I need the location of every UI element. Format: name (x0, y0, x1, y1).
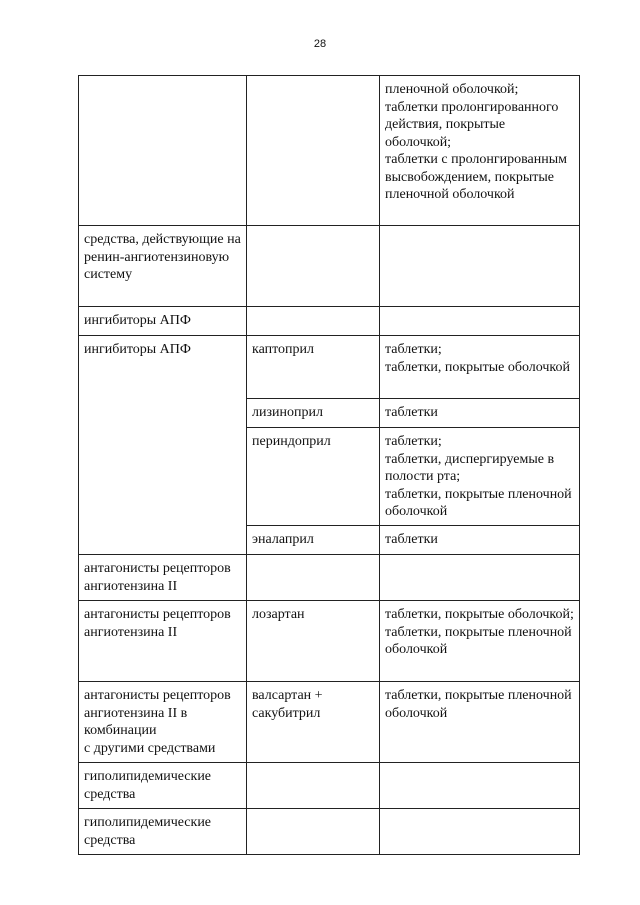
drug-table (78, 75, 580, 855)
group-cell: антагонисты рецепторов ангиотензина II (79, 601, 247, 682)
drug-cell (247, 809, 380, 855)
group-cell: гиполипидемические средства (79, 809, 247, 855)
group-cell: антагонисты рецепторов ангиотензина II в комбинации с другими средствами (79, 682, 247, 763)
dosage-form-cell (380, 307, 580, 336)
table-row (79, 682, 580, 763)
drug-cell: периндоприл (247, 428, 380, 526)
drug-cell: эналаприл (247, 526, 380, 555)
drug-cell (247, 307, 380, 336)
table-row (79, 336, 580, 399)
drug-cell (247, 226, 380, 307)
group-cell: ингибиторы АПФ (79, 336, 247, 555)
group-cell: антагонисты рецепторов ангиотензина II (79, 555, 247, 601)
drug-cell (247, 763, 380, 809)
drug-cell (247, 76, 380, 226)
drug-cell: валсартан + сакубитрил (247, 682, 380, 763)
table-row (79, 307, 580, 336)
dosage-form-cell: таблетки, покрытые пленочной оболочкой (380, 682, 580, 763)
table-row (79, 76, 580, 226)
dosage-form-cell: таблетки (380, 399, 580, 428)
dosage-form-cell: таблетки; таблетки, диспергируемые в полости рта; таблетки, покрытые пленочной оболочкой (380, 428, 580, 526)
table-row (79, 555, 580, 601)
dosage-form-cell: пленочной оболочкой; таблетки пролонгированного действия, покрытые оболочкой; таблетки с пролонгированным высвобождением, покрытые пленочной оболочкой (380, 76, 580, 226)
dosage-form-cell: таблетки; таблетки, покрытые оболочкой (380, 336, 580, 399)
table-row (79, 763, 580, 809)
dosage-form-cell: таблетки, покрытые оболочкой; таблетки, покрытые пленочной оболочкой (380, 601, 580, 682)
drug-cell: каптоприл (247, 336, 380, 399)
dosage-form-cell (380, 809, 580, 855)
group-cell: ингибиторы АПФ (79, 307, 247, 336)
group-cell: гиполипидемические средства (79, 763, 247, 809)
table-row (79, 226, 580, 307)
dosage-form-cell (380, 763, 580, 809)
drug-cell: лизиноприл (247, 399, 380, 428)
page-number: 28 (313, 38, 327, 50)
table-row (79, 601, 580, 682)
drug-cell: лозартан (247, 601, 380, 682)
group-cell (79, 76, 247, 226)
table-row (79, 809, 580, 855)
group-cell: средства, действующие на ренин-ангиотензиновую систему (79, 226, 247, 307)
drug-cell (247, 555, 380, 601)
dosage-form-cell (380, 226, 580, 307)
dosage-form-cell (380, 555, 580, 601)
dosage-form-cell: таблетки (380, 526, 580, 555)
